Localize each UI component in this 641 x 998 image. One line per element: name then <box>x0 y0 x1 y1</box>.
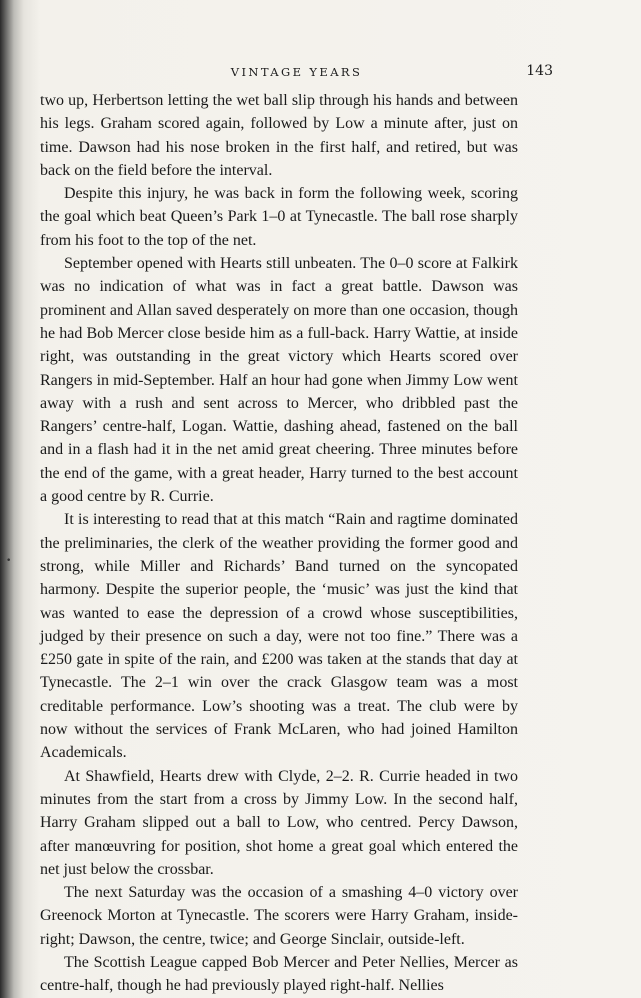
paragraph-6: The next Saturday was the occasion of a smashing 4–0 victory over Greenock Morton at Tynecastle. The scorers were Harry Graham, inside-right; Dawson, the centre, twice; and George Sinclair, outside-left. <box>40 884 518 948</box>
paragraph-2: Despite this injury, he was back in form the following week, scoring the goal which beat Queen’s Park 1–0 at Tynecastle. The ball rose sharply from his foot to the top of the net. <box>40 185 518 249</box>
running-head <box>40 62 553 82</box>
margin-mark-icon: • <box>6 556 12 566</box>
paragraph-4: It is interesting to read that at this match “Rain and ragtime dominated the preliminaries, the clerk of the weather providing the former good and strong, while Miller and Richards’ Band turned on the syncopated harmony. Despite the superior people, the ‘music’ was just the kind that was wanted to ease the depression of a crowd whose susceptibilities, judged by their presence on such a day, were not too fine.” There was a £250 gate in spite of the rain, and £200 was taken at the stands that day at Tynecastle. The 2–1 win over the crack Glasgow team was a most creditable performance. Low’s shooting was a treat. The club were by now without the services of Frank McLaren, who had joined Hamilton Academicals. <box>40 511 518 762</box>
paragraph-5: At Shawfield, Hearts drew with Clyde, 2–2. R. Currie headed in two minutes from the start from a cross by Jimmy Low. In the second half, Harry Graham slipped out a ball to Low, who centred. Percy Dawson, after manœuvring for position, shot home a great goal which entered the net just below the crossbar. <box>40 767 518 878</box>
body-text <box>40 89 518 998</box>
running-title: VINTAGE YEARS <box>230 65 363 79</box>
paragraph-3: September opened with Hearts still unbeaten. The 0–0 score at Falkirk was no indication of what was in fact a great battle. Dawson was prominent and Allan saved desperately on more than one occasion, though he had Bob Mercer close beside him as a full-back. Harry Wattie, at inside right, was outstanding in the great victory which Hearts scored over Rangers in mid-September. Half an hour had gone when Jimmy Low went away with a rush and sent across to Mercer, who dribbled past the Rangers’ centre-half, Logan. Wattie, dashing ahead, fastened on the ball and in a flash had it in the net amid great cheering. Three minutes before the end of the game, with a great header, Harry turned to the best account a good centre by R. Currie. <box>40 255 518 506</box>
page-number: 143 <box>526 63 553 79</box>
paragraph-7: The Scottish League capped Bob Mercer and Peter Nellies, Mercer as centre-half, though he had previously played right-half. Nellies <box>40 953 518 995</box>
paragraph-1: two up, Herbertson letting the wet ball slip through his hands and between his legs. Graham scored again, followed by Low a minute after, just on time. Dawson had his nose broken in the first half, and retired, but was back on the field before the interval. <box>40 92 518 179</box>
